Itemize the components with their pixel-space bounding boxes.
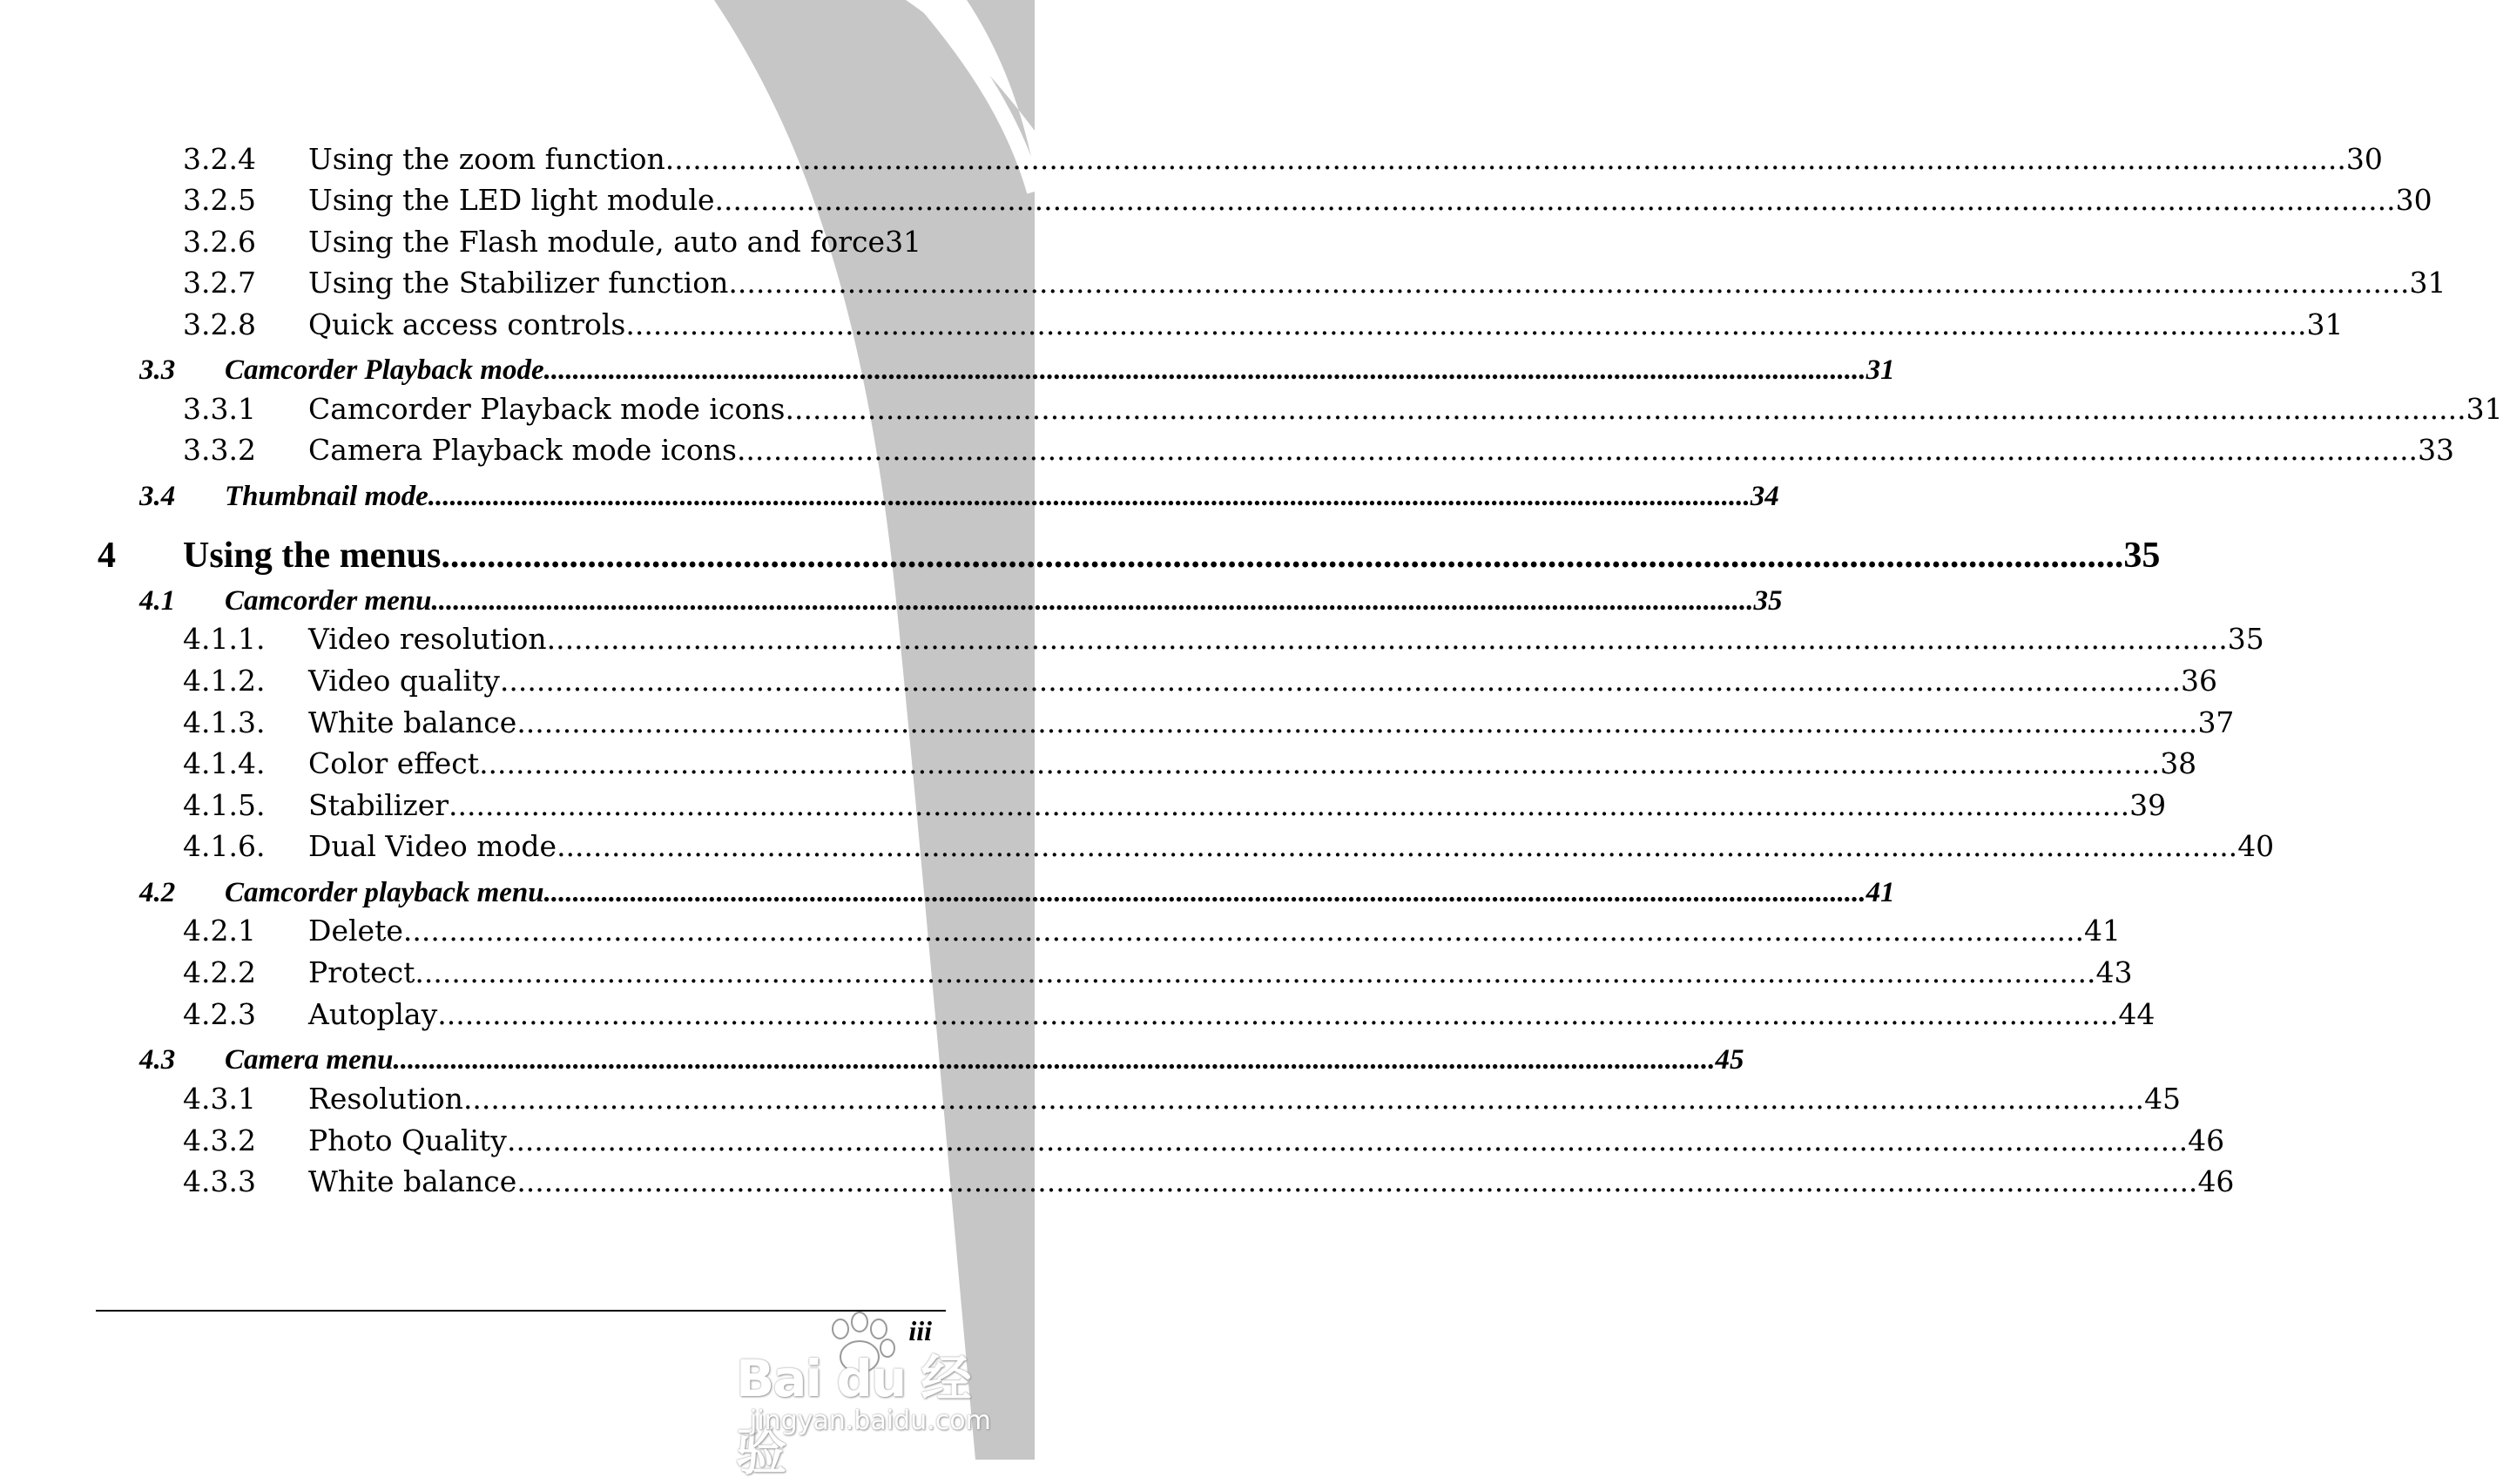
toc-dot-leader [625, 307, 2306, 342]
toc-entry-line [308, 829, 2275, 864]
toc-dot-leader [500, 664, 2181, 698]
toc-dot-leader [507, 1123, 2188, 1158]
toc-entry-4[interactable] [0, 533, 2161, 585]
toc-entry-number: 4 [98, 536, 116, 576]
toc-entry-page: 37 [2197, 705, 2235, 739]
toc-dot-leader [557, 829, 2237, 864]
toc-entry-page: 31 [2466, 392, 2503, 426]
toc-entry-line [225, 875, 1895, 910]
toc-entry-title: White balance [308, 1164, 517, 1198]
toc-dot-leader [728, 266, 2409, 300]
toc-entry-number: 4.1.3. [183, 705, 266, 739]
toc-entry-title: Quick access controls [308, 307, 626, 341]
toc-entry-number: 4.2 [139, 877, 176, 908]
toc-entry-3-2-8[interactable] [0, 307, 2344, 351]
toc-dot-leader [737, 433, 2418, 468]
toc-entry-4-3-1[interactable] [0, 1082, 2182, 1125]
toc-entry-number: 3.2.8 [183, 307, 256, 341]
toc-dot-leader [516, 705, 2197, 740]
toc-entry-title: Resolution [308, 1082, 463, 1116]
toc-entry-line [308, 622, 2264, 657]
toc-entry-3-2-5[interactable] [0, 183, 2432, 226]
toc-entry-number: 3.3.1 [183, 392, 256, 426]
toc-entry-page: 35 [2227, 622, 2264, 656]
toc-entry-page: 39 [2129, 788, 2167, 822]
toc-entry-number: 3.2.6 [183, 225, 256, 259]
toc-entry-number: 4.1.2. [183, 664, 266, 698]
toc-dot-leader [463, 1082, 2144, 1116]
toc-entry-number: 4.1.4. [183, 746, 266, 780]
toc-entry-number: 4.1 [139, 585, 176, 617]
toc-entry-4-1-4[interactable] [0, 746, 2197, 790]
toc-dot-leader [786, 392, 2466, 427]
toc-entry-title: Camera Playback mode icons [308, 433, 737, 467]
watermark-url: jingyan.baidu.com [750, 1406, 991, 1436]
toc-dot-leader [547, 622, 2228, 657]
toc-entry-3-2-7[interactable] [0, 266, 2446, 309]
toc-entry-page: 40 [2237, 829, 2275, 863]
toc-entry-title: Camcorder playback menu [225, 877, 544, 908]
toc-entry-line [183, 533, 2161, 578]
toc-entry-line [308, 225, 922, 260]
toc-entry-page: 31 [885, 225, 922, 259]
toc-entry-line [308, 997, 2156, 1032]
toc-entry-page: 44 [2118, 997, 2156, 1031]
toc-entry-page: 30 [2345, 142, 2383, 176]
toc-entry-number: 3.3 [139, 354, 176, 386]
toc-dot-leader [715, 183, 2396, 218]
toc-entry-title: Color effect [308, 746, 480, 780]
toc-entry-4-1[interactable] [0, 583, 1783, 627]
toc-dot-leader [449, 788, 2129, 823]
toc-entry-title: Using the LED light module [308, 183, 715, 217]
toc-dot-leader [415, 955, 2095, 990]
toc-entry-page: 46 [2197, 1164, 2235, 1198]
toc-entry-3-4[interactable] [0, 479, 1779, 523]
page-number: iii [908, 1315, 932, 1346]
toc-dot-leader [516, 1164, 2197, 1199]
toc-entry-line [308, 266, 2446, 300]
toc-entry-number: 4.1.5. [183, 788, 266, 822]
toc-entry-4-2-1[interactable] [0, 914, 2121, 957]
toc-entry-3-2-6[interactable] [0, 225, 1035, 268]
footer-rule [96, 1310, 946, 1312]
toc-entry-number: 4.1.6. [183, 829, 266, 863]
toc-entry-number: 4.2.1 [183, 914, 256, 948]
toc-entry-page: 38 [2160, 746, 2197, 780]
toc-entry-page: 31 [2409, 266, 2446, 300]
toc-entry-number: 4.3 [139, 1044, 176, 1076]
toc-entry-title: Camcorder Playback mode [225, 354, 544, 386]
watermark-brand: Bai du 经验 [736, 1349, 970, 1481]
toc-entry-page: 31 [1865, 354, 1895, 386]
toc-entry-title: Using the zoom function [308, 142, 665, 176]
toc-entry-4-2[interactable] [0, 875, 1895, 919]
toc-entry-number: 4.1.1. [183, 622, 266, 656]
toc-entry-title: Photo Quality [308, 1123, 507, 1157]
toc-entry-title: Thumbnail mode [225, 481, 428, 512]
toc-entry-line [308, 1164, 2235, 1199]
toc-entry-number: 3.3.2 [183, 433, 256, 467]
toc-entry-number: 4.3.1 [183, 1082, 256, 1116]
toc-entry-line [225, 479, 1779, 514]
toc-entry-title: Dual Video mode [308, 829, 557, 863]
toc-entry-4-3-3[interactable] [0, 1164, 2235, 1208]
toc-entry-title: Autoplay [308, 997, 438, 1031]
toc-dot-leader [393, 1042, 1715, 1077]
toc-entry-line [308, 664, 2218, 698]
toc-entry-4-1-5[interactable] [0, 788, 2167, 832]
toc-entry-number: 4.3.2 [183, 1123, 256, 1157]
toc-dot-leader [441, 533, 2123, 578]
toc-entry-page: 46 [2188, 1123, 2225, 1157]
toc-entry-line [308, 392, 2503, 427]
toc-entry-title: Using the menus [183, 536, 442, 576]
toc-entry-page: 31 [2306, 307, 2344, 341]
toc-dot-leader [544, 353, 1866, 388]
toc-entry-title: Camcorder Playback mode icons [308, 392, 786, 426]
toc-entry-page: 36 [2181, 664, 2218, 698]
toc-entry-3-3[interactable] [0, 353, 1895, 396]
toc-entry-title: Using the Stabilizer function [308, 266, 729, 300]
toc-entry-number: 4.2.2 [183, 955, 256, 989]
toc-entry-title: White balance [308, 705, 517, 739]
toc-entry-line [308, 1082, 2182, 1116]
toc-entry-line [225, 583, 1783, 618]
toc-dot-leader [437, 997, 2118, 1032]
toc-entry-number: 3.2.5 [183, 183, 256, 217]
toc-entry-line [308, 955, 2133, 990]
toc-entry-title: Protect [308, 955, 415, 989]
toc-entry-line [308, 746, 2197, 781]
toc-entry-title: Using the Flash module, auto and force [308, 225, 886, 259]
toc-entry-line [308, 1123, 2225, 1158]
toc-entry-4-2-2[interactable] [0, 955, 2133, 999]
toc-entry-page: 41 [2084, 914, 2121, 948]
toc-entry-line [308, 307, 2344, 342]
toc-entry-4-1-6[interactable] [0, 829, 2275, 873]
toc-entry-line [308, 433, 2455, 468]
toc-entry-page: 30 [2395, 183, 2432, 217]
toc-dot-leader [544, 875, 1866, 910]
toc-entry-number: 4.2.3 [183, 997, 256, 1031]
toc-entry-page: 45 [2144, 1082, 2182, 1116]
toc-entry-3-3-2[interactable] [0, 433, 2455, 476]
toc-entry-3-2-4[interactable] [0, 142, 2383, 186]
toc-entry-title: Video quality [308, 664, 500, 698]
toc-dot-leader [428, 479, 1751, 514]
toc-entry-number: 3.4 [139, 481, 176, 512]
toc-entry-title: Delete [308, 914, 403, 948]
toc-entry-title: Video resolution [308, 622, 547, 656]
baidu-jingyan-watermark [736, 1317, 1006, 1481]
toc-dot-leader [665, 142, 2346, 177]
toc-entry-page: 41 [1865, 877, 1895, 908]
toc-entry-page: 45 [1715, 1044, 1744, 1076]
toc-entry-number: 3.2.7 [183, 266, 256, 300]
toc-entry-page: 34 [1750, 481, 1779, 512]
toc-dot-leader [431, 583, 1753, 618]
toc-entry-4-1-1[interactable] [0, 622, 2264, 665]
toc-entry-line [225, 353, 1895, 388]
toc-dot-leader [479, 746, 2160, 781]
toc-entry-line [308, 142, 2383, 177]
toc-entry-4-1-3[interactable] [0, 705, 2235, 749]
toc-entry-line [308, 788, 2167, 823]
toc-entry-4-3[interactable] [0, 1042, 1744, 1086]
toc-entry-4-2-3[interactable] [0, 997, 2156, 1041]
toc-entry-page: 35 [2123, 536, 2161, 576]
toc-entry-4-1-2[interactable] [0, 664, 2218, 707]
toc-entry-line [308, 183, 2432, 218]
toc-entry-title: Stabilizer [308, 788, 449, 822]
toc-entry-title: Camcorder menu [225, 585, 432, 617]
toc-entry-number: 3.2.4 [183, 142, 256, 176]
toc-entry-number: 4.3.3 [183, 1164, 256, 1198]
toc-entry-page: 43 [2095, 955, 2133, 989]
toc-entry-page: 35 [1753, 585, 1783, 617]
toc-entry-title: Camera menu [225, 1044, 394, 1076]
toc-entry-3-3-1[interactable] [0, 392, 2503, 435]
toc-entry-line [308, 914, 2121, 948]
toc-entry-line [225, 1042, 1744, 1077]
toc-dot-leader [403, 914, 2084, 948]
toc-entry-4-3-2[interactable] [0, 1123, 2225, 1167]
toc-entry-page: 33 [2418, 433, 2455, 467]
toc-entry-line [308, 705, 2235, 740]
